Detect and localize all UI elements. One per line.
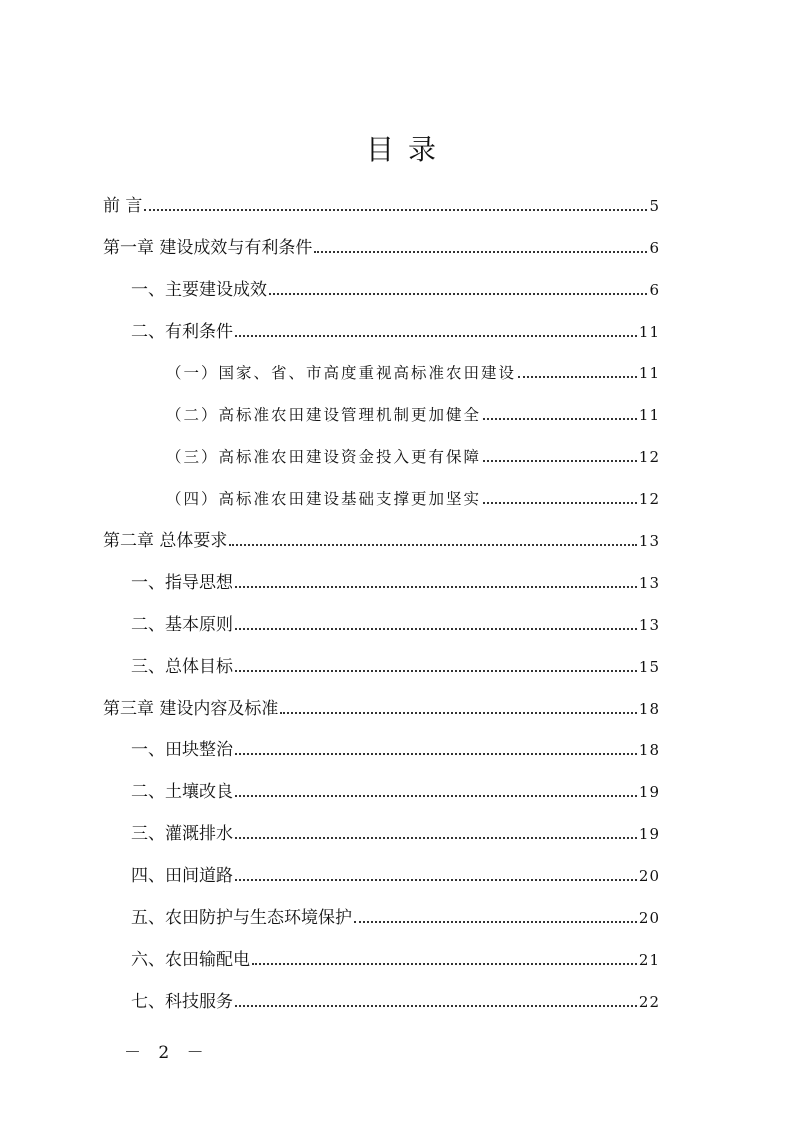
toc-entry-label: （三）高标准农田建设资金投入更有保障 <box>166 448 482 467</box>
toc-entry-page: 19 <box>638 825 660 844</box>
toc-entry[interactable] <box>103 970 660 1012</box>
dot-leader <box>235 628 637 630</box>
toc-entry[interactable] <box>103 635 660 677</box>
toc-entry-label: 三、总体目标 <box>131 656 233 677</box>
dot-leader <box>483 418 637 420</box>
toc-entry-page: 11 <box>638 364 660 383</box>
dot-leader <box>518 376 637 378</box>
toc-entry-label: 二、有利条件 <box>131 321 233 342</box>
toc-entry-page: 11 <box>638 406 660 425</box>
toc-entry-page: 19 <box>638 783 660 802</box>
table-of-contents <box>103 174 660 1012</box>
dot-leader <box>144 209 647 211</box>
toc-entry-page: 5 <box>649 196 660 215</box>
toc-entry[interactable] <box>103 719 660 761</box>
toc-entry[interactable] <box>103 593 660 635</box>
toc-entry-page: 13 <box>638 615 660 634</box>
toc-entry-page: 18 <box>638 741 660 760</box>
dot-leader <box>229 544 637 546</box>
toc-entry-label: （二）高标准农田建设管理机制更加健全 <box>166 406 482 425</box>
toc-entry[interactable] <box>103 509 660 551</box>
dot-leader <box>235 879 637 881</box>
toc-entry-page: 6 <box>649 238 660 257</box>
toc-entry-page: 22 <box>638 992 660 1011</box>
dot-leader <box>314 251 647 253</box>
dot-leader <box>235 753 637 755</box>
toc-entry-page: 15 <box>638 657 660 676</box>
toc-entry[interactable] <box>103 342 660 384</box>
toc-entry-label: 第一章 建设成效与有利条件 <box>103 237 313 258</box>
toc-entry[interactable] <box>103 886 660 928</box>
toc-entry-page: 20 <box>638 909 660 928</box>
toc-entry[interactable] <box>103 383 660 425</box>
toc-entry-page: 12 <box>638 490 660 509</box>
toc-entry[interactable] <box>103 216 660 258</box>
dot-leader <box>235 586 637 588</box>
toc-entry[interactable] <box>103 467 660 509</box>
toc-entry[interactable] <box>103 425 660 467</box>
dot-leader <box>252 963 637 965</box>
toc-entry[interactable] <box>103 760 660 802</box>
toc-entry-label: 前 言 <box>103 195 143 216</box>
toc-entry-page: 13 <box>638 573 660 592</box>
toc-entry-label: 六、农田输配电 <box>131 949 250 970</box>
dot-leader <box>483 460 637 462</box>
dot-leader <box>483 502 637 504</box>
toc-entry[interactable] <box>103 300 660 342</box>
toc-entry-page: 6 <box>649 280 660 299</box>
toc-entry-label: 四、田间道路 <box>131 866 233 887</box>
toc-entry[interactable] <box>103 844 660 886</box>
dot-leader <box>269 293 647 295</box>
toc-entry-label: 七、科技服务 <box>131 991 233 1012</box>
page-number: － 2 － <box>124 1043 210 1063</box>
toc-entry[interactable] <box>103 677 660 719</box>
toc-entry[interactable] <box>103 174 660 216</box>
toc-entry-page: 11 <box>638 322 660 341</box>
dot-leader <box>235 837 637 839</box>
toc-entry-label: 五、农田防护与生态环境保护 <box>131 908 352 929</box>
toc-entry[interactable] <box>103 802 660 844</box>
toc-entry-label: （一）国家、省、市高度重视高标准农田建设 <box>166 364 517 383</box>
toc-entry[interactable] <box>103 258 660 300</box>
dot-leader <box>235 795 637 797</box>
toc-title: 目录 <box>365 133 450 166</box>
toc-entry-label: 三、灌溉排水 <box>131 824 233 845</box>
dot-leader <box>354 921 637 923</box>
toc-entry-page: 20 <box>638 867 660 886</box>
toc-entry-label: 一、田块整治 <box>131 740 233 761</box>
toc-entry-label: 一、指导思想 <box>131 572 233 593</box>
toc-entry-page: 12 <box>638 448 660 467</box>
dot-leader <box>280 712 637 714</box>
toc-entry-label: 二、土壤改良 <box>131 782 233 803</box>
toc-entry-label: 第三章 建设内容及标准 <box>103 698 279 719</box>
toc-entry-page: 13 <box>638 532 660 551</box>
toc-entry-page: 21 <box>638 950 660 969</box>
dot-leader <box>235 335 637 337</box>
toc-entry-page: 18 <box>638 699 660 718</box>
dot-leader <box>235 1005 637 1007</box>
toc-entry-label: 二、基本原则 <box>131 614 233 635</box>
toc-entry-label: 一、主要建设成效 <box>131 279 267 300</box>
toc-entry[interactable] <box>103 551 660 593</box>
toc-entry-label: 第二章 总体要求 <box>103 531 228 552</box>
toc-entry-label: （四）高标准农田建设基础支撑更加坚实 <box>166 490 482 509</box>
toc-entry[interactable] <box>103 928 660 970</box>
dot-leader <box>235 670 637 672</box>
